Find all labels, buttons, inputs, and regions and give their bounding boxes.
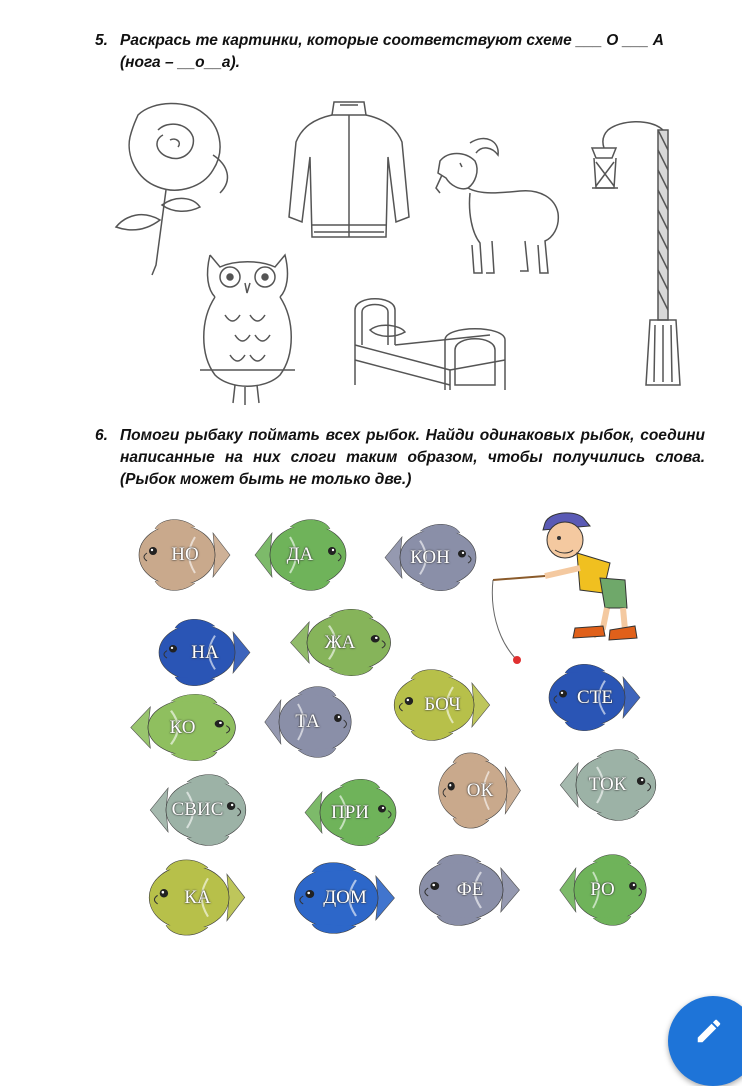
fish-syllable: КО [169,716,196,738]
fish-syllable: ПРИ [330,801,369,823]
jacket-picture [284,97,414,247]
fish-syllable: РО [590,879,615,900]
fish-card[interactable] [555,745,660,825]
task-6-text: Помоги рыбаку поймать всех рыбок. Найди одинаковых рыбок, соедини написанные на них слоги таким образом, чтобы получились слова. (Рыбок может быть не только две.) [120,427,705,488]
fish-syllable: ТОК [588,774,627,795]
fish-card[interactable] [390,665,495,745]
fish-card[interactable] [125,690,240,765]
fish-syllable: ФЕ [456,879,484,900]
fish-card[interactable] [415,850,525,930]
bed-picture [350,290,515,395]
task-5-line-2: (нога – __о__а). [120,54,240,71]
fish-syllable: КОН [410,546,450,568]
fish-syllable: ДА [286,544,314,565]
fish-syllable: БОЧ [424,694,461,715]
goat-picture [430,133,565,283]
fish-card[interactable] [285,605,395,680]
task-5-line-1: Раскрась те картинки, которые соответствуют схеме ___ О ___ А [120,32,664,49]
street-lamp-picture [580,120,685,395]
fish-syllable: КА [184,886,211,908]
fish-syllable: НО [171,544,199,565]
fish-card[interactable] [260,682,355,762]
fish-card[interactable] [380,520,480,595]
owl-picture [195,245,300,410]
fish-card[interactable] [290,858,400,938]
fish-card[interactable] [145,855,250,940]
fish-syllable: СТЕ [577,686,613,708]
fish-card[interactable] [135,515,235,595]
fish-syllable: СВИС [171,799,224,820]
fish-card[interactable] [435,748,525,833]
pencil-icon [694,1016,724,1046]
fish-card[interactable] [250,515,350,595]
fish-card[interactable] [155,615,255,690]
fisherman-boy-picture [485,508,645,668]
task-6-number: 6. [95,427,108,444]
edit-fab-button[interactable] [668,996,742,1086]
fish-syllable: НА [191,641,219,663]
fish-card[interactable] [545,660,645,735]
fish-card[interactable] [300,775,400,850]
fish-syllable: ЖА [324,631,356,653]
fish-card[interactable] [555,850,650,930]
fish-card[interactable] [145,770,250,850]
fish-syllable: ДОМ [323,887,367,908]
fish-syllable: ТА [295,711,320,732]
fish-syllable: ОК [466,779,494,801]
task-5-number: 5. [95,32,108,49]
